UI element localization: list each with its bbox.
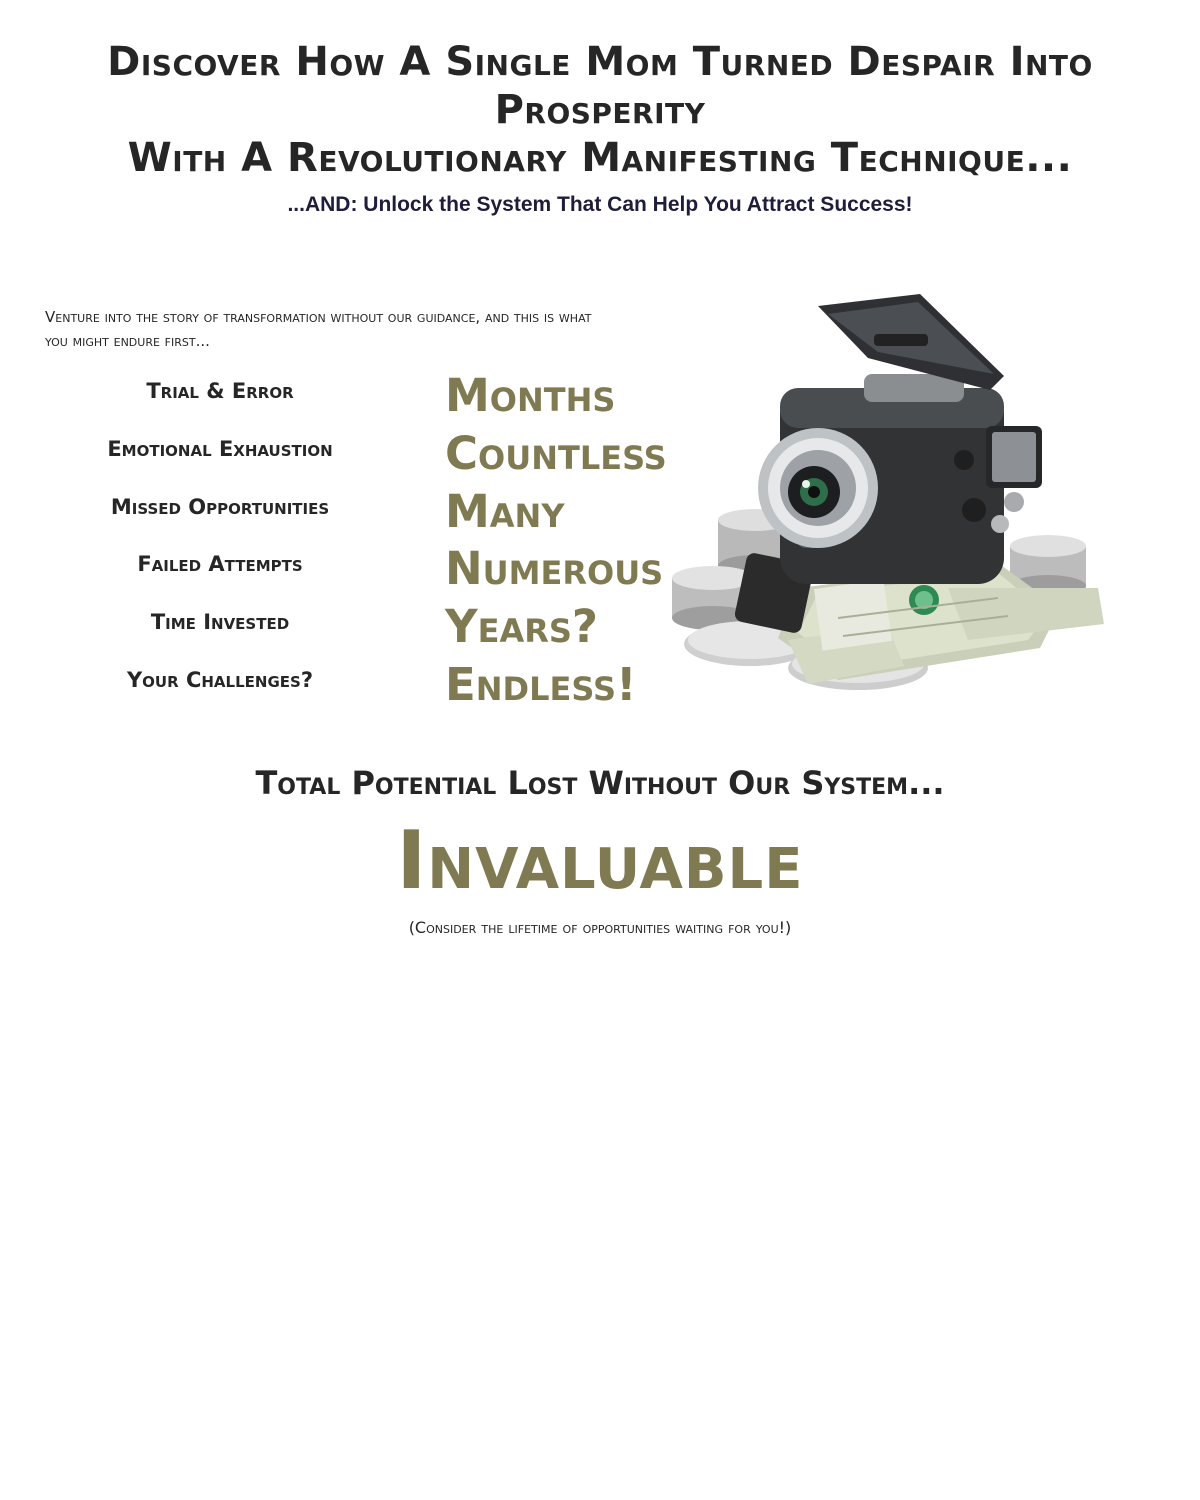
- camera-with-money-image: [668, 288, 1108, 698]
- cost-value: Years?: [445, 600, 599, 653]
- cost-row-trial-error: [0, 368, 700, 426]
- cost-label: Missed Opportunities: [110, 495, 330, 519]
- cost-label: Trial & Error: [146, 379, 294, 403]
- cost-value: Countless: [445, 427, 667, 480]
- cost-value: Many: [445, 485, 565, 538]
- headline-line-1: Discover How A Single Mom Turned Despair Into: [107, 39, 1093, 85]
- cost-label: Failed Attempts: [137, 552, 303, 576]
- total-note: (Consider the lifetime of opportunities waiting for you!): [408, 918, 792, 937]
- cost-label: Time Invested: [150, 610, 290, 634]
- intro-text: Venture into the story of transformation without our guidance, and this is what you might endure first...: [45, 308, 592, 350]
- total-heading: Total Potential Lost Without Our System...: [255, 764, 945, 802]
- subheadline: ...AND: Unlock the System That Can Help You Attract Success!: [287, 193, 913, 216]
- cost-row-missed-opportunities: [0, 484, 700, 542]
- cost-label: Your Challenges?: [126, 668, 314, 692]
- hero-section: [0, 38, 1200, 218]
- cost-row-failed-attempts: [0, 541, 700, 599]
- cost-value: Numerous: [445, 542, 664, 595]
- headline-line-2: Prosperity: [494, 87, 706, 133]
- cost-label: Emotional Exhaustion: [107, 437, 333, 461]
- headline-line-3: With A Revolutionary Manifesting Technique...: [127, 135, 1073, 181]
- cost-value: Endless!: [445, 658, 637, 711]
- cost-row-your-challenges: [0, 657, 700, 715]
- headline: [0, 38, 1200, 182]
- cost-row-emotional-exhaustion: [0, 426, 700, 484]
- total-value: Invaluable: [396, 814, 804, 907]
- cost-value: Months: [445, 369, 616, 422]
- cost-row-time-invested: [0, 599, 700, 657]
